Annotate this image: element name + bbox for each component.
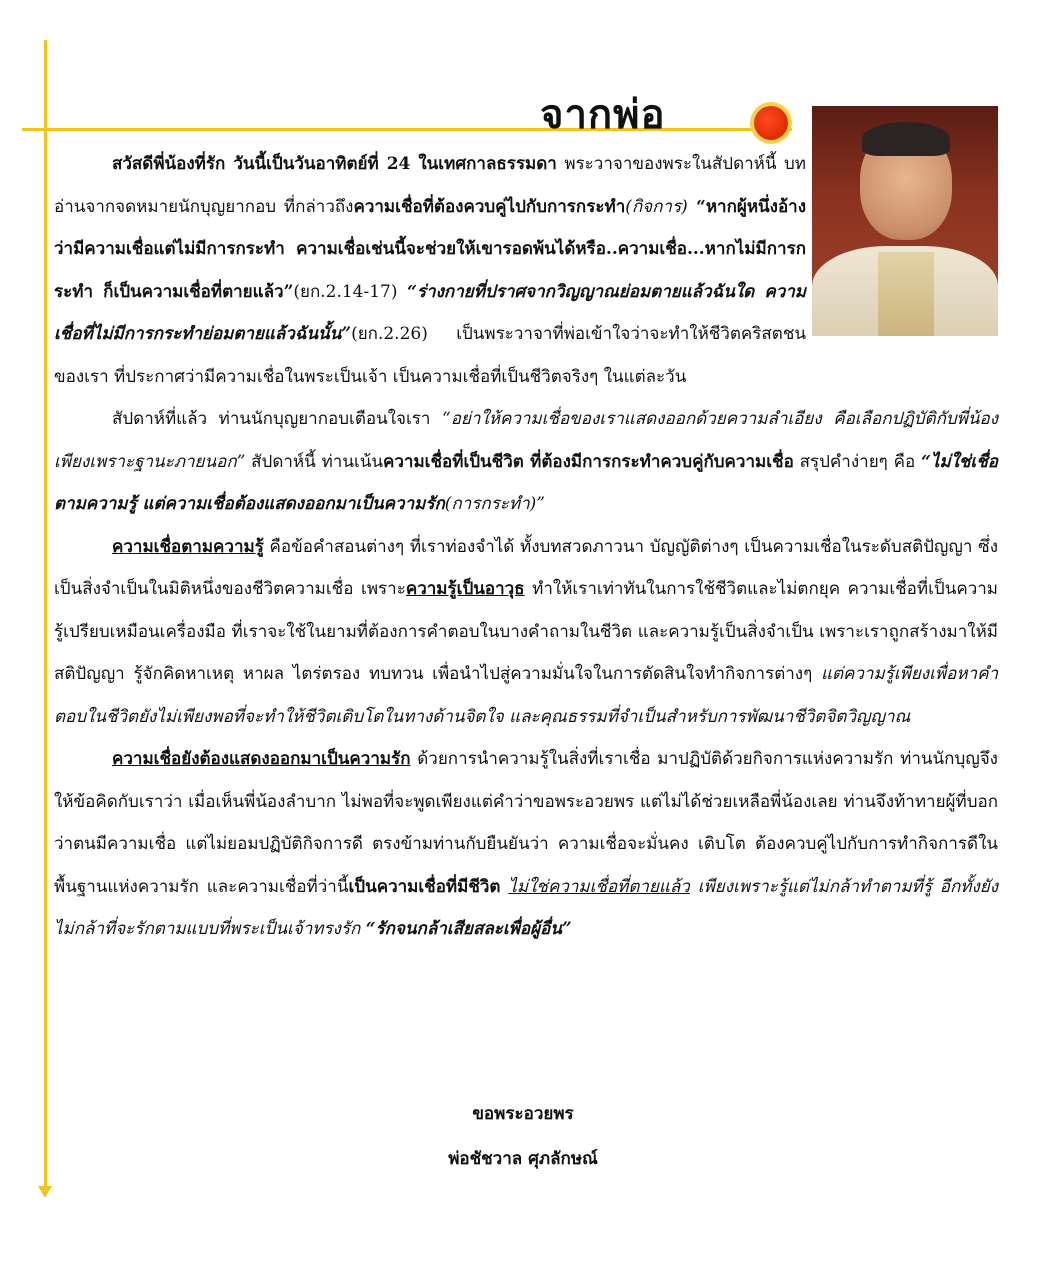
p3-heading-knowledge-faith: ความเชื่อตามความรู้ xyxy=(112,536,264,557)
p4-heading-love-faith: ความเชื่อยังต้องแสดงออกมาเป็นความรัก xyxy=(112,749,411,769)
p1-ref-1: (ยก.2.14-17) xyxy=(293,281,408,302)
p4-italic-text: เพียงเพราะรู้แต่ไม่กล้าทำตามที่รู้ อีกทั้งยังไม่กล้าที่จะรักตามแบบที่พระเป็นเจ้าทรงรัก xyxy=(54,876,999,939)
page-title: จากพ่อ xyxy=(540,91,666,138)
p4-bold-living-faith: เป็นความเชื่อที่มีชีวิต xyxy=(348,876,501,897)
vertical-gold-line xyxy=(44,40,47,1190)
p1-quote-2: “ร่างกายที่ปราศจากวิญญาณย่อมตายแล้วฉันใด ความเชื่อที่ไม่มีการกระทำย่อมตายแล้วฉันนั้น” xyxy=(54,281,806,344)
p1-quote-1: “หากผู้หนึ่งอ้างว่ามีความเชื่อแต่ไม่มีการกระทำ ความเชื่อเช่นนี้จะช่วยให้เขารอดพ้นได้หรือ..ความเชื่อ...หากไม่มีการกระทำ ก็เป็นความเชื่อที่ตายแล้ว” xyxy=(54,196,807,302)
p4-text-a: ด้วยการนำความรู้ในสิ่งที่เราเชื่อ มาปฏิบัติด้วยกิจการแห่งความรัก ท่านนักบุญจึงให้ข้อคิดกับเราว่า เมื่อเห็นพี่น้องลำบาก ไม่พอที่จะพูดเพียงแต่คำว่าขอพระอวยพร แต่ไม่ได้ช่วยเหลือพี่น้องเลย ท่านจึงท้าทายผู้ที่บอกว่าตนมีความเชื่อ แต่ไม่ยอมปฏิบัติกิจการดี ตรงข้ามท่านกับยืนยันว่า ความเชื่อจะมั่นคง เติบโต ต้องควบคู่ไปกับการทำกิจการดีในพื้นฐานแห่งความรัก และความเชื่อที่ว่านี้ xyxy=(54,749,998,897)
signature: พ่อชัชวาล ศุภลักษณ์ xyxy=(448,1149,598,1169)
p2-text-c: สรุปคำง่ายๆ คือ xyxy=(793,451,922,472)
p2-summary-quote: “ไม่ใช่เชื่อตามความรู้ แต่ความเชื่อต้องแสดงออกมาเป็นความรัก xyxy=(54,451,998,514)
p2-bold-living-faith: ความเชื่อที่เป็นชีวิต ที่ต้องมีการกระทำควบคู่กับความเชื่อ xyxy=(383,451,794,472)
p4-not-dead-faith: ไม่ใช่ความเชื่อที่ตายแล้ว xyxy=(508,876,690,897)
p2-text-a: สัปดาห์ที่แล้ว ท่านนักบุญยากอบเตือนใจเรา xyxy=(112,409,443,429)
letter-body xyxy=(54,143,998,951)
closing-blessing: ขอพระอวยพร xyxy=(472,1104,574,1124)
paragraph-2 xyxy=(54,398,998,526)
greeting: สวัสดีพี่น้องที่รัก วันนี้เป็นวันอาทิตย์ที่ 24 ในเทศกาลธรรมดา xyxy=(112,154,557,174)
p3-italic-text: แต่ความรู้เพียงเพื่อหาคำตอบในชีวิตยังไม่เพียงพอที่จะทำให้ชีวิตเติบโตในทางด้านจิตใจ และคุณธรรมที่จำเป็นสำหรับการพัฒนาชีวิตจิตวิญญาณ xyxy=(54,664,998,727)
p1-bold-faith-action: ความเชื่อที่ต้องควบคู่ไปกับการกระทำ xyxy=(353,196,626,217)
paragraph-1 xyxy=(54,143,806,398)
p2-italic-quote: “อย่าให้ความเชื่อของเราแสดงออกด้วยความลำเอียง คือเลือกปฏิบัติกับพี่น้อง เพียงเพราะฐานะภายนอก” xyxy=(54,409,998,472)
p3-text-b: ทำให้เราเท่าทันในการใช้ชีวิตและไม่ตกยุค ความเชื่อที่เป็นความรู้เปรียบเหมือนเครื่องมือ ที่เราจะใช้ในยามที่ต้องการคำตอบในบางคำถามในชีวิต และความรู้เป็นสิ่งจำเป็น เพราะเราถูกสร้างมาให้มีสติปัญญา รู้จักคิดหาเหตุ หาผล ไตร่ตรอง ทบทวน เพื่อนำไปสู่ความมั่นใจในการตัดสินใจทำกิจการต่างๆ xyxy=(54,579,998,684)
red-circle-icon xyxy=(754,106,788,140)
p2-text-b: สัปดาห์นี้ ท่านเน้น xyxy=(245,451,384,472)
paragraph-4 xyxy=(54,738,998,951)
p3-text-a: คือข้อคำสอนต่างๆ ที่เราท่องจำได้ ทั้งบทสวดภาวนา บัญญัติต่างๆ เป็นความเชื่อในระดับสติปัญญา ซึ่งเป็นสิ่งจำเป็นในมิติหนึ่งของชีวิตความเชื่อ เพราะ xyxy=(54,536,998,599)
p4-love-quote: “รักจนกล้าเสียสละเพื่อผู้อื่น” xyxy=(365,919,572,939)
down-arrow-icon xyxy=(38,1186,52,1198)
p1-text-a: พระวาจาของพระในสัปดาห์นี้ บทอ่านจากจดหมายนักบุญยากอบ ที่กล่าวถึง xyxy=(54,154,806,217)
paragraph-3 xyxy=(54,526,998,739)
p1-text-b: (ยก.2.26) เป็นพระวาจาที่พ่อเข้าใจว่าจะทำให้ชีวิตคริสตชนของเรา ที่ประกาศว่ามีความเชื่อในพระเป็นเจ้า เป็นความเชื่อที่เป็นชีวิตจริงๆ ในแต่ละวัน xyxy=(54,324,806,387)
p2-summary-end: (การกระทำ)” xyxy=(444,494,545,514)
p3-knowledge-weapon: ความรู้เป็นอาวุธ xyxy=(405,579,525,599)
p1-italic-works: (กิจการ) xyxy=(625,196,688,217)
horizontal-gold-line xyxy=(22,128,792,131)
